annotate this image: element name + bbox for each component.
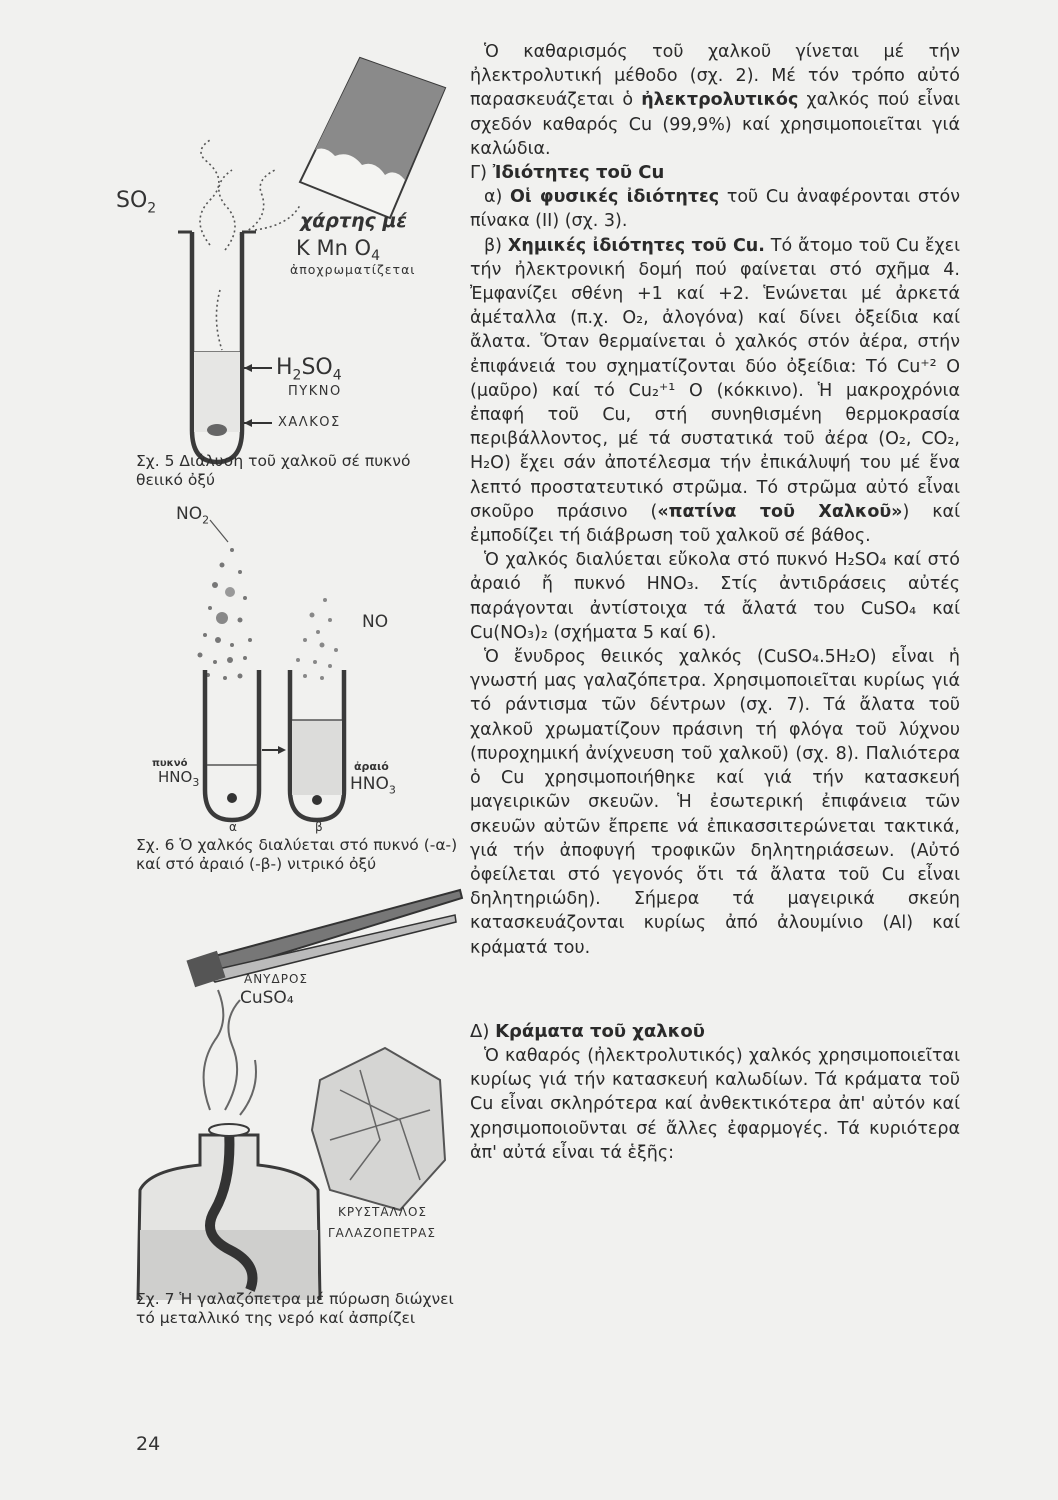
tongs [186,890,462,987]
cuso4-label: CuSO₄ [240,988,294,1008]
paragraph-purification: Ὁ καθαρισμός τοῦ χαλκοῦ γίνεται μέ τήν ἠλεκτρολυτική μέθοδο (σχ. 2). Μέ τόν τρόπο αὐτό παρασκευάζεται ὁ ἠλεκτρολυτικός χαλκός πού εἶναι σχεδόν καθαρός Cu (99,9%) καί χρησιμοποιεῖται γιά καλώδια. [470,42,960,159]
no-label: NO [362,612,389,632]
no2-label: $NO_2$ [176,504,210,527]
heading-alloys: Δ) Κράματα τοῦ χαλκοῦ [470,1020,705,1042]
crystal-label-2: ΓΑΛΑΖΟΠΕΤΡΑΣ [328,1226,436,1240]
conc-hno3-label: $HNO_3$ [158,768,200,789]
tube-a-label: α [229,820,237,834]
paragraph-chemical: β) Χημικές ἰδιότητες τοῦ Cu. Τό ἄτομο τοῦ Cu ἔχει τήν ἠλεκτρονική δομή πού φαίνεται στό σχῆμα 4. Ἐμφανίζει σθένη +1 καί +2. Ἑνώνεται μέ ἀρκετά ἀμέταλλα (π.χ. O₂, ἀλογόνα) καί δίνει ὀξείδια καί ἄλατα. Ὅταν θερμαίνεται ὁ χαλκός στόν ἀέρα, στήν ἐπιφάνειά του σχηματίζονται δύο ὀξείδια: Τό Cu⁺² O (μαῦρο) καί τό Cu₂⁺¹ O (κόκκινο). Ἡ μακροχρόνια ἐπαφή τοῦ Cu, στή συνηθισμένη θερμοκρασία περιβάλλοντος, μέ τά συστατικά τοῦ ἀέρα (O₂, CO₂, H₂O) ἔχει σάν ἀποτέλεσμα τήν ἐπικάλυψή του μέ ἕνα λεπτό προστατευτικό στρῶμα. Τό στρῶμα αὐτό εἶναι σκοῦρο πράσινο («πατίνα τοῦ Χαλκοῦ») καί ἐμποδίζει τή διάβρωση τοῦ χαλκοῦ σέ βάθος. [470,235,960,547]
figure-6-caption: Σχ. 6 Ὁ χαλκός διαλύεται στό πυκνό (-α-) καί στό ἀραιό (-β-) νιτρικό ὀξύ [136,836,458,873]
so2-fumes [200,140,300,350]
main-text-column [470,40,960,1165]
no2-fumes [198,548,253,680]
kmno4-label: K Mn $O_4$ [296,236,381,265]
heading-properties: Γ) Ἰδιότητες τοῦ Cu [470,162,665,184]
no-fumes [296,598,338,680]
decolorize-label: ἀποχρωματίζεται [290,262,416,277]
paragraph-copper-sulfate: Ὁ ἔνυδρος θειικός χαλκός (CuSO₄.5H₂O) εἶναι ἡ γνωστή μας γαλαζόπετρα. Χρησιμοποιεῖται κυρίως γιά τό ράντισμα τῶν δέντρων (σχ. 7). Τά ἄλατα τοῦ χαλκοῦ χρωματίζουν πράσινη τή φλόγα τοῦ λύχνου (πυροχημική ἀνίχνευση τοῦ χαλκοῦ) (σχ. 8). Παλιότερα ὁ Cu χρησιμοποιήθηκε καί γιά τήν κατασκευή μαγειρικῶν σκευῶν. Ἡ ἐσωτερική ἐπιφάνεια τῶν σκευῶν αὐτῶν ἔπρεπε νά ἐπικασσιτερώνεται τακτικά, γιά τήν ἀποφυγή τροφικῶν δηλητηριάσεων. (Αὐτό ὀφείλεται στό γεγονός ὅτι τά ἄλατα τοῦ Cu εἶναι δηλητηριώδη). Σήμερα τά μαγειρικά σκεύη κατασκευάζονται κυρίως ἀπό ἀλουμίνιο (Al) καί κράματά του. [470,647,960,958]
paragraph-physical: α) Οἱ φυσικές ἰδιότητες τοῦ Cu ἀναφέρονται στόν πίνακα (ΙΙ) (σχ. 3). [470,187,960,232]
concentrated-label: ΠΥΚΝΟ [288,384,342,399]
copper-label: ΧΑΛΚΟΣ [278,415,341,430]
concentrated-note: πυκνό [152,758,188,769]
so2-label: $SO_2$ [116,188,157,217]
paragraph-alloys: Ὁ καθαρός (ἠλεκτρολυτικός) χαλκός χρησιμοποιεῖται κυρίως γιά τήν κατασκευή καλωδίων. Τά κράματα τοῦ Cu εἶναι σκληρότερα καί ἀνθεκτικότερα ἀπ' αὐτόν καί χρησιμοποιοῦνται σέ ἄλλες ἐφαρμογές. Τά κυριότερα ἀπ' αὐτά εἶναι τά ἑξῆς: [470,1045,960,1163]
crystal [312,1048,445,1210]
figure-6-drawing [0,480,470,850]
crystal-label-1: ΚΡΥΣΤΑΛΛΟΣ [338,1205,428,1219]
figure-7-caption: Σχ. 7 Ἡ γαλαζόπετρα μέ πύρωση διώχνει τό μεταλλικό της νερό καί ἀσπρίζει [136,1290,454,1327]
figure-5-drawing [0,0,470,470]
anhydrous-label: ΑΝΥΔΡΟΣ [244,972,308,986]
tube-b-label: β [315,820,323,834]
flame-vapor [204,990,256,1115]
h2so4-label: $H_2SO_4$ [276,355,342,384]
paper-label: χάρτης μέ [300,210,407,232]
dilute-hno3-label: $HNO_3$ [350,774,396,797]
paragraph-dissolution: Ὁ χαλκός διαλύεται εὔκολα στό πυκνό H₂SO₄ καί στό ἀραιό ἤ πυκνό HNO₃. Στίς ἀντιδράσεις αὐτές παράγονται ἀντίστοιχα τά ἄλατά του CuSO₄ καί Cu(NO₃)₂ (σχήματα 5 καί 6). [470,550,960,643]
figure-5-caption: Σχ. 5 Διάλυση τοῦ χαλκοῦ σέ πυκνό θειικό ὀξύ [136,452,411,489]
page-number: 24 [136,1433,161,1455]
dilute-note: ἀραιό [354,760,389,773]
copper-piece [207,424,227,436]
